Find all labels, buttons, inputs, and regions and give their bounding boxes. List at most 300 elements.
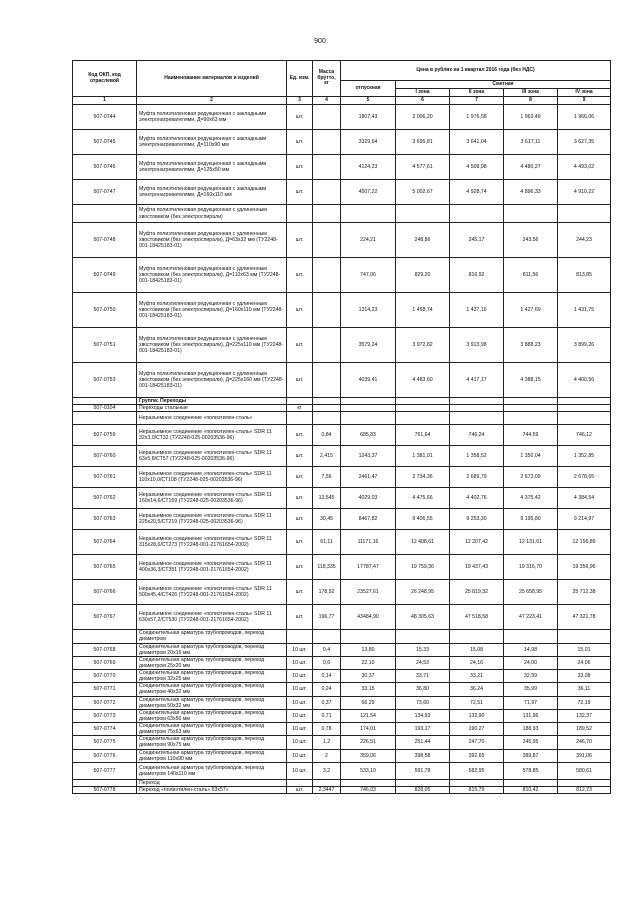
table-row (73, 205, 611, 223)
row-mass (313, 293, 341, 328)
row-mass: 0,24 (313, 683, 341, 696)
row-name: Соединительная арматура трубопроводов, переход диаметром 140х110 мм (137, 762, 287, 779)
row-unit: кг (287, 405, 313, 412)
table-row (73, 643, 611, 656)
row-price-zone-3: 131,96 (504, 709, 558, 722)
row-price-zone-4: 19 356,96 (558, 555, 611, 580)
row-price-release: 685,83 (341, 425, 396, 446)
row-code: 507-0774 (73, 723, 137, 736)
row-price-zone-3: 24,00 (504, 656, 558, 669)
row-price-zone-3: 3 617,11 (504, 130, 558, 155)
row-price-zone-2: 582,95 (450, 762, 504, 779)
row-price-zone-3: 4 388,15 (504, 363, 558, 398)
row-price-zone-4: 3 627,35 (558, 130, 611, 155)
row-name: Соединительная арматура трубопроводов, переход диаметром 25х20 мм (137, 656, 287, 669)
row-price-release: 33,15 (341, 683, 396, 696)
row-price-zone-4: 47 321,78 (558, 605, 611, 630)
row-price-release: 66,29 (341, 696, 396, 709)
row-unit: 10 шт. (287, 670, 313, 683)
row-price-zone-4: 244,23 (558, 223, 611, 258)
row-price-zone-4: 2 678,65 (558, 467, 611, 488)
row-mass (313, 412, 341, 425)
row-price-zone-4: 4 910,22 (558, 180, 611, 205)
row-unit: шт. (287, 530, 313, 555)
row-price-zone-4 (558, 412, 611, 425)
row-price-zone-2: 190,27 (450, 723, 504, 736)
row-price-zone-1 (396, 630, 450, 643)
row-mass: 7,56 (313, 467, 341, 488)
row-price-zone-3: 578,85 (504, 762, 558, 779)
row-price-zone-3 (504, 205, 558, 223)
row-price-zone-3: 389,87 (504, 749, 558, 762)
row-price-zone-2: 392,65 (450, 749, 504, 762)
row-price-zone-3: 3 888,23 (504, 328, 558, 363)
table-row (73, 709, 611, 722)
row-mass (313, 130, 341, 155)
row-price-zone-1: 193,17 (396, 723, 450, 736)
row-price-zone-4: 9 214,97 (558, 509, 611, 530)
row-price-zone-1: 12 408,61 (396, 530, 450, 555)
table-row (73, 105, 611, 130)
row-price-zone-2: 3 641,04 (450, 130, 504, 155)
row-price-zone-2: 746,24 (450, 425, 504, 446)
row-name: Муфта полиэтиленовая редукционная с закладными электронагревателями, Д=160х110 мм (137, 180, 287, 205)
row-price-release: 8467,82 (341, 509, 396, 530)
column-number: 1 (73, 97, 137, 105)
row-unit (287, 205, 313, 223)
table-row (73, 398, 611, 405)
row-price-zone-3: 32,99 (504, 670, 558, 683)
row-price-zone-1: 73,60 (396, 696, 450, 709)
row-price-zone-1: 591,78 (396, 762, 450, 779)
row-price-zone-2: 815,79 (450, 786, 504, 793)
row-price-zone-4: 4 384,54 (558, 488, 611, 509)
row-name: Муфта полиэтиленовая редукционная с закладными электронагревателями, Д=90х63 мм (137, 105, 287, 130)
row-price-zone-2: 1 358,52 (450, 446, 504, 467)
row-price-zone-1: 3 695,81 (396, 130, 450, 155)
row-price-release: 11171,16 (341, 530, 396, 555)
row-unit: шт. (287, 488, 313, 509)
table-row (73, 130, 611, 155)
row-mass: 30,45 (313, 509, 341, 530)
row-price-release (341, 398, 396, 405)
row-mass: 2,3447 (313, 786, 341, 793)
row-price-release: 226,51 (341, 736, 396, 749)
row-price-zone-3: 243,56 (504, 223, 558, 258)
row-price-zone-2: 2 689,79 (450, 467, 504, 488)
row-code: 507-0770 (73, 670, 137, 683)
row-price-zone-4: 4 493,02 (558, 155, 611, 180)
row-name: Муфта полиэтиленовая редукционная с удлиненным хвостовиком (без электроспирали), Д=225х160 мм (ТУ2248-001-18425183-01) (137, 363, 287, 398)
row-name: Соединительная арматура трубопроводов, переход диаметром 40х32 мм (137, 683, 287, 696)
row-price-zone-1: 24,53 (396, 656, 450, 669)
row-code: 507-0768 (73, 643, 137, 656)
header-zone-3: III зона (504, 89, 558, 97)
row-unit: шт. (287, 555, 313, 580)
row-code: 507-0773 (73, 709, 137, 722)
row-price-zone-2: 245,17 (450, 223, 504, 258)
row-price-zone-4: 15,01 (558, 643, 611, 656)
row-mass: 0,4 (313, 643, 341, 656)
row-code: 507-0771 (73, 683, 137, 696)
row-mass: 178,92 (313, 580, 341, 605)
table-row (73, 786, 611, 793)
row-unit: 10 шт. (287, 749, 313, 762)
row-price-zone-3: 1 350,04 (504, 446, 558, 467)
header-name: Наименование материалов и изделий (137, 61, 287, 97)
row-code: 507-0759 (73, 425, 137, 446)
row-price-zone-2: 19 437,43 (450, 555, 504, 580)
row-price-zone-1: 761,64 (396, 425, 450, 446)
row-name: Неразъемное соединение «полиэтилен-сталь» (137, 412, 287, 425)
row-price-release: 22,10 (341, 656, 396, 669)
row-unit: 10 шт. (287, 736, 313, 749)
row-price-zone-1: 248,86 (396, 223, 450, 258)
row-price-zone-4 (558, 405, 611, 412)
row-code: 507-0104 (73, 405, 137, 412)
row-price-zone-2: 247,70 (450, 736, 504, 749)
row-unit: шт. (287, 180, 313, 205)
header-estimate: Сметная (396, 81, 611, 89)
row-mass (313, 180, 341, 205)
row-mass (313, 779, 341, 786)
row-price-zone-1: 2 734,36 (396, 467, 450, 488)
row-name: Неразъемное соединение «полиэтилен-сталь» SDR 11 160х14,6/СТ159 (ТУ2248-025-00203536-96) (137, 488, 287, 509)
row-price-zone-2: 72,51 (450, 696, 504, 709)
row-price-release: 4124,23 (341, 155, 396, 180)
row-price-zone-4: 812,73 (558, 786, 611, 793)
row-mass (313, 223, 341, 258)
table-row (73, 223, 611, 258)
table-row (73, 670, 611, 683)
row-price-zone-3: 14,98 (504, 643, 558, 656)
row-price-zone-3 (504, 779, 558, 786)
row-price-zone-4: 1 966,06 (558, 105, 611, 130)
row-name: Муфта полиэтиленовая редукционная с удлиненным хвостовиком (без электроспирали), Д=160х110 мм (ТУ2248-001-18425183-01) (137, 293, 287, 328)
row-code: 507-0765 (73, 555, 137, 580)
row-price-zone-1: 829,20 (396, 258, 450, 293)
row-price-zone-1 (396, 412, 450, 425)
column-number: 5 (341, 97, 396, 105)
table-row (73, 405, 611, 412)
row-name: Неразъемное соединение «полиэтилен-сталь» SDR 11 32х3,0/СТ32 (ТУ2248-025-00203536-96) (137, 425, 287, 446)
row-price-zone-2: 816,92 (450, 258, 504, 293)
row-name: Муфта полиэтиленовая редукционная с удлиненным хвостовиком (без электроспирали), Д=110х63 мм (ТУ2248-001-18425183-01) (137, 258, 287, 293)
row-price-zone-1: 4 483,60 (396, 363, 450, 398)
row-unit: 10 шт. (287, 683, 313, 696)
row-price-zone-1: 2 006,20 (396, 105, 450, 130)
row-price-zone-4: 391,06 (558, 749, 611, 762)
row-name: Муфта полиэтиленовая редукционная с удлиненным хвостовиком (без электроспирали), Д=225х110 мм (ТУ2248-001-18425183-01) (137, 328, 287, 363)
row-code: 507-0776 (73, 749, 137, 762)
row-name: Соединительная арматура трубопроводов, переход диаметром 90х75 мм (137, 736, 287, 749)
row-code: 507-0767 (73, 605, 137, 630)
row-price-zone-3: 4 896,33 (504, 180, 558, 205)
row-mass (313, 258, 341, 293)
row-price-release: 43484,90 (341, 605, 396, 630)
row-name: Соединительная арматура трубопроводов, переход диаметром 110х90 мм (137, 749, 287, 762)
row-price-zone-2 (450, 398, 504, 405)
row-name: Соединительная арматура трубопроводов, переход диаметром (137, 630, 287, 643)
row-price-zone-3: 245,95 (504, 736, 558, 749)
row-price-zone-3: 12 131,61 (504, 530, 558, 555)
row-name: Переход (137, 779, 287, 786)
row-price-zone-3: 810,42 (504, 786, 558, 793)
row-unit: шт. (287, 258, 313, 293)
row-mass: 3,2 (313, 762, 341, 779)
row-unit: 10 шт. (287, 762, 313, 779)
row-code: 507-0772 (73, 696, 137, 709)
row-code: 507-0744 (73, 105, 137, 130)
row-price-zone-2: 47 518,58 (450, 605, 504, 630)
table-row (73, 293, 611, 328)
table-row (73, 723, 611, 736)
row-name: Неразъемное соединение «полиэтилен-сталь» SDR 11 315х28,6/СТ273 (ТУ2248-001-21761654-2002) (137, 530, 287, 555)
table-row (73, 779, 611, 786)
row-name: Соединительная арматура трубопроводов, переход диаметром 32х25 мм (137, 670, 287, 683)
row-unit: шт. (287, 328, 313, 363)
row-code (73, 398, 137, 405)
row-unit: шт. (287, 155, 313, 180)
row-mass (313, 630, 341, 643)
row-unit: шт. (287, 363, 313, 398)
row-price-release: 533,10 (341, 762, 396, 779)
row-code: 507-0746 (73, 155, 137, 180)
row-code: 507-0766 (73, 580, 137, 605)
row-mass: 2,415 (313, 446, 341, 467)
row-price-zone-4 (558, 630, 611, 643)
row-price-zone-2 (450, 405, 504, 412)
row-price-zone-3: 4 480,27 (504, 155, 558, 180)
row-price-zone-1 (396, 398, 450, 405)
row-price-zone-2: 25 819,32 (450, 580, 504, 605)
row-price-release: 747,06 (341, 258, 396, 293)
row-mass: 0,84 (313, 425, 341, 446)
row-price-zone-4: 1 352,85 (558, 446, 611, 467)
row-mass: 0,14 (313, 670, 341, 683)
column-numbers-row (73, 97, 611, 105)
row-price-zone-2: 12 207,42 (450, 530, 504, 555)
row-price-zone-4: 132,37 (558, 709, 611, 722)
row-price-zone-4: 33,08 (558, 670, 611, 683)
row-name: Соединительная арматура трубопроводов, переход диаметром 50х32 мм (137, 696, 287, 709)
header-price-group: Цена в рублях на 1 квартал 2016 года (без НДС) (341, 61, 611, 81)
row-code: 507-0750 (73, 293, 137, 328)
row-unit: 10 шт. (287, 696, 313, 709)
row-price-release (341, 412, 396, 425)
row-name: Соединительная арматура трубопроводов, переход диаметром 63х50 мм (137, 709, 287, 722)
row-price-zone-4: 580,61 (558, 762, 611, 779)
column-number: 9 (558, 97, 611, 105)
row-name: Муфта полиэтиленовая редукционная с удлиненным хвостовиком (без электроспирали), Д=63х32 мм (ТУ2248-001-18425183-01) (137, 223, 287, 258)
row-code: 507-0769 (73, 656, 137, 669)
row-mass: 196,77 (313, 605, 341, 630)
row-price-zone-1 (396, 779, 450, 786)
row-price-zone-2: 36,24 (450, 683, 504, 696)
row-price-zone-3 (504, 398, 558, 405)
row-name: Муфта полиэтиленовая редукционная с закладными электронагревателями, Д=125х90 мм (137, 155, 287, 180)
row-price-zone-1: 1 381,01 (396, 446, 450, 467)
table-row (73, 446, 611, 467)
row-price-zone-4: 246,70 (558, 736, 611, 749)
row-price-zone-1: 1 458,74 (396, 293, 450, 328)
column-number: 2 (137, 97, 287, 105)
table-row (73, 736, 611, 749)
table-row (73, 656, 611, 669)
row-price-zone-3 (504, 405, 558, 412)
row-name: Группа: Переходы (137, 398, 287, 405)
row-mass (313, 328, 341, 363)
row-mass: 13,545 (313, 488, 341, 509)
row-price-release: 746,03 (341, 786, 396, 793)
row-price-release: 3579,24 (341, 328, 396, 363)
row-mass: 0,37 (313, 696, 341, 709)
row-unit: шт. (287, 425, 313, 446)
row-price-zone-2: 3 913,98 (450, 328, 504, 363)
row-code: 507-0778 (73, 786, 137, 793)
row-unit: шт. (287, 467, 313, 488)
column-number: 8 (504, 97, 558, 105)
header-zone-1: I зона (396, 89, 450, 97)
row-mass: 0,71 (313, 709, 341, 722)
row-price-zone-2 (450, 412, 504, 425)
row-code: 507-0760 (73, 446, 137, 467)
header-unit: Ед. изм. (287, 61, 313, 97)
row-mass: 0,78 (313, 723, 341, 736)
row-name: Соединительная арматура трубопроводов, переход диаметром 75х63 мм (137, 723, 287, 736)
table-row (73, 425, 611, 446)
row-price-zone-2: 4 402,76 (450, 488, 504, 509)
row-price-zone-4: 813,85 (558, 258, 611, 293)
row-code (73, 412, 137, 425)
row-code: 507-0761 (73, 467, 137, 488)
row-price-release: 224,21 (341, 223, 396, 258)
row-price-zone-4: 746,12 (558, 425, 611, 446)
table-row (73, 155, 611, 180)
row-price-release: 4507,22 (341, 180, 396, 205)
row-unit: шт. (287, 223, 313, 258)
row-mass: 61,11 (313, 530, 341, 555)
table-row (73, 412, 611, 425)
row-mass (313, 405, 341, 412)
row-price-zone-2: 9 253,30 (450, 509, 504, 530)
header-release: отпускная (341, 81, 396, 97)
row-price-zone-1 (396, 405, 450, 412)
row-code (73, 630, 137, 643)
header-mass: Масса брутто, кг (313, 61, 341, 97)
row-unit (287, 779, 313, 786)
price-table (72, 60, 611, 794)
row-unit (287, 412, 313, 425)
table-row (73, 630, 611, 643)
row-unit (287, 398, 313, 405)
row-price-zone-1: 48 305,63 (396, 605, 450, 630)
row-price-zone-3 (504, 412, 558, 425)
row-name: Неразъемное соединение «полиэтилен-сталь» SDR 11 63х5,8/СТ57 (ТУ2248-025-00203536-96) (137, 446, 287, 467)
row-price-zone-4: 72,19 (558, 696, 611, 709)
row-price-zone-4: 36,11 (558, 683, 611, 696)
row-price-zone-4: 24,06 (558, 656, 611, 669)
row-unit (287, 630, 313, 643)
table-row (73, 363, 611, 398)
row-unit: 10 шт. (287, 643, 313, 656)
row-code: 507-0775 (73, 736, 137, 749)
row-unit: шт. (287, 605, 313, 630)
row-price-release: 2461,47 (341, 467, 396, 488)
table-row (73, 509, 611, 530)
header-zone-4: IV зона (558, 89, 611, 97)
row-code: 507-0763 (73, 509, 137, 530)
row-code (73, 779, 137, 786)
row-price-zone-2: 132,90 (450, 709, 504, 722)
row-price-zone-1: 15,33 (396, 643, 450, 656)
table-row (73, 258, 611, 293)
table-row (73, 749, 611, 762)
table-row (73, 555, 611, 580)
row-price-zone-3: 19 316,70 (504, 555, 558, 580)
row-price-zone-3: 188,93 (504, 723, 558, 736)
row-unit: 10 шт. (287, 723, 313, 736)
row-price-zone-2 (450, 630, 504, 643)
row-price-zone-4: 189,52 (558, 723, 611, 736)
column-number: 7 (450, 97, 504, 105)
row-price-zone-1: 5 002,67 (396, 180, 450, 205)
row-price-release (341, 405, 396, 412)
column-number: 3 (287, 97, 313, 105)
row-price-release: 359,06 (341, 749, 396, 762)
row-code: 507-0751 (73, 328, 137, 363)
row-price-zone-2: 1 976,58 (450, 105, 504, 130)
row-price-release: 23527,61 (341, 580, 396, 605)
table-row (73, 580, 611, 605)
row-price-zone-4: 12 156,89 (558, 530, 611, 555)
row-unit: шт. (287, 293, 313, 328)
row-name: Неразъемное соединение «полиэтилен-сталь» SDR 11 225х20,5/СТ219 (ТУ2248-025-00203536-96) (137, 509, 287, 530)
row-price-zone-4: 1 431,75 (558, 293, 611, 328)
row-price-zone-4 (558, 398, 611, 405)
row-price-release: 3329,64 (341, 130, 396, 155)
row-mass: 2 (313, 749, 341, 762)
row-price-release: 121,54 (341, 709, 396, 722)
row-mass: 0,6 (313, 656, 341, 669)
row-name: Муфта полиэтиленовая редукционная с удлиненным хвостовиком (без электроспирали) (137, 205, 287, 223)
row-code: 507-0753 (73, 363, 137, 398)
row-unit: шт. (287, 509, 313, 530)
row-price-zone-1: 33,71 (396, 670, 450, 683)
table-row (73, 180, 611, 205)
row-price-zone-3: 1 963,49 (504, 105, 558, 130)
row-price-zone-2 (450, 779, 504, 786)
row-price-zone-2: 4 928,74 (450, 180, 504, 205)
row-price-zone-1: 19 759,36 (396, 555, 450, 580)
row-price-release: 4039,41 (341, 363, 396, 398)
row-price-release: 30,37 (341, 670, 396, 683)
row-price-zone-3: 35,99 (504, 683, 558, 696)
row-price-zone-1 (396, 205, 450, 223)
row-price-zone-1: 9 406,55 (396, 509, 450, 530)
row-price-release (341, 630, 396, 643)
row-price-zone-1: 4 577,61 (396, 155, 450, 180)
row-code: 507-0762 (73, 488, 137, 509)
row-price-zone-3: 811,56 (504, 258, 558, 293)
row-price-zone-2: 4 509,98 (450, 155, 504, 180)
row-unit: 10 шт. (287, 709, 313, 722)
row-code: 507-0747 (73, 180, 137, 205)
row-code: 507-0777 (73, 762, 137, 779)
row-name: Неразъемное соединение «полиэтилен-сталь» SDR 11 630х57,2/СТ530 (ТУ2248-001-21761654-2002) (137, 605, 287, 630)
row-price-zone-2: 1 437,16 (450, 293, 504, 328)
table-body (73, 105, 611, 794)
